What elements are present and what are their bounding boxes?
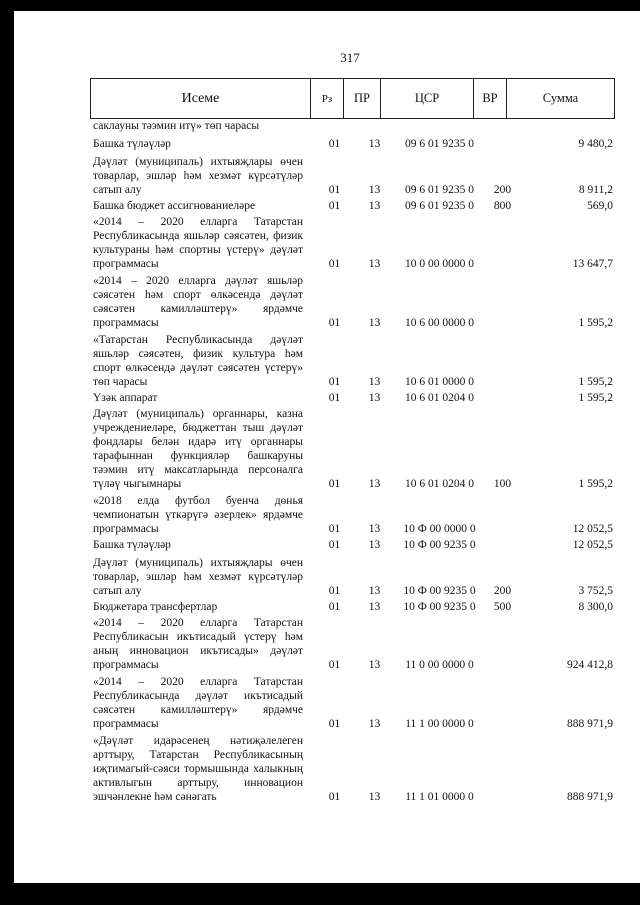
- row-csr: 10 6 01 0204 0: [405, 478, 474, 490]
- table-row: [90, 538, 615, 552]
- row-sum: 888 971,9: [567, 718, 613, 730]
- table-row: [90, 494, 615, 536]
- row-rz: 01: [328, 523, 341, 535]
- row-pr: 13: [368, 478, 381, 490]
- row-sum: 9 480,2: [578, 138, 613, 150]
- row-name: «2014 – 2020 елларга дәүләт яшьләр сәясәтен һәм спорт өлкәсендә дәүләт сәясәтен камилләштерү» ярдәмче программасы: [93, 275, 303, 329]
- row-pr: 13: [368, 539, 381, 551]
- row-pr: 13: [368, 523, 381, 535]
- row-csr: 09 6 01 9235 0: [405, 138, 474, 150]
- row-rz: 01: [328, 184, 341, 196]
- row-csr: 11 0 00 0000 0: [405, 659, 474, 671]
- row-pr: 13: [368, 258, 381, 270]
- row-name: «2014 – 2020 елларга Татарстан Республикасын икътисадый үстерү һәм аның инновацион икътисады» дәүләт программасы: [93, 617, 303, 671]
- header-csr: ЦСР: [381, 79, 474, 118]
- row-rz: 01: [328, 539, 341, 551]
- row-sum: 13 647,7: [572, 258, 613, 270]
- row-pr: 13: [368, 585, 381, 597]
- row-pr: 13: [368, 659, 381, 671]
- row-csr: 10 Ф 00 0000 0: [403, 523, 476, 535]
- header-rz: Рз: [311, 79, 344, 118]
- row-rz: 01: [328, 478, 341, 490]
- row-csr: 09 6 01 9235 0: [405, 184, 474, 196]
- row-sum: 1 595,2: [578, 376, 613, 388]
- row-name: «Татарстан Республикасында дәүләт яшьләр сәясәтен, физик культура һәм спорт өлкәсендә дәүләт сәясәтен үстерү» төп чарасы: [93, 334, 303, 388]
- row-vr: 100: [493, 478, 512, 490]
- row-pr: 13: [368, 392, 381, 404]
- header-sum: Сумма: [542, 91, 579, 105]
- row-name: Башка түләүләр: [93, 138, 171, 150]
- row-csr: 10 0 00 0000 0: [405, 258, 474, 270]
- table-row: [90, 274, 615, 330]
- row-pr: 13: [368, 601, 381, 613]
- row-rz: 01: [328, 392, 341, 404]
- row-rz: 01: [328, 376, 341, 388]
- page-number: 317: [340, 50, 360, 65]
- row-sum: 569,0: [587, 200, 613, 212]
- row-sum: 12 052,5: [572, 539, 613, 551]
- row-name: «Дәүләт идарәсенең нәтиҗәлелеген арттыру, Татарстан Республикасының иҗтимагый-сәяси тормышында халыкның активлыгын арттыру, инновацион эшчәнлекне һәм сәнәгать: [93, 735, 303, 803]
- row-name: «2014 – 2020 елларга Татарстан Республикасында дәүләт икътисадый сәясәтен камилләштерү» ярдәмче программасы: [93, 676, 303, 730]
- header-name: Исеме: [91, 79, 311, 118]
- row-vr: 800: [493, 200, 512, 212]
- row-pr: 13: [368, 317, 381, 329]
- row-csr: 10 6 01 0000 0: [405, 376, 474, 388]
- row-pr: 13: [368, 138, 381, 150]
- row-pr: 13: [368, 718, 381, 730]
- row-sum: 1 595,2: [578, 392, 613, 404]
- table-row: [90, 333, 615, 389]
- row-rz: 01: [328, 138, 341, 150]
- row-csr: 11 1 01 0000 0: [405, 791, 474, 803]
- table-body: [90, 119, 615, 804]
- row-name: саклауны тәэмин итү» төп чарасы: [93, 120, 260, 132]
- table-row: [90, 391, 615, 405]
- table-row: [90, 600, 615, 614]
- row-csr: 10 Ф 00 9235 0: [403, 585, 476, 597]
- row-rz: 01: [328, 258, 341, 270]
- table-row: [90, 215, 615, 271]
- row-vr: 500: [493, 601, 512, 613]
- row-csr: 10 6 01 0204 0: [405, 392, 474, 404]
- scan-border-left: [0, 0, 14, 905]
- row-rz: 01: [328, 200, 341, 212]
- table-row: [90, 556, 615, 598]
- row-pr: 13: [368, 200, 381, 212]
- row-rz: 01: [328, 585, 341, 597]
- row-sum: 12 052,5: [572, 523, 613, 535]
- scan-border-top: [0, 0, 640, 11]
- row-vr: 200: [493, 585, 512, 597]
- row-name: Дәүләт (муниципаль) органнары, казна учреждениеләре, бюджеттан тыш дәүләт фондлары белән идарә итү органнары тарафыннан функцияләр башкаруны тәэмин итү максатларында персоналга түләү чыгымнары: [93, 408, 303, 490]
- table-row: [90, 137, 615, 151]
- row-sum: 1 595,2: [578, 317, 613, 329]
- row-rz: 01: [328, 659, 341, 671]
- row-rz: 01: [328, 791, 341, 803]
- row-sum: 8 911,2: [578, 184, 613, 196]
- table-row: [90, 155, 615, 197]
- row-name: «2014 – 2020 елларга Татарстан Республикасында яшьләр сәясәтен, физик культураны һәм спортны үстерү» дәүләт программасы: [93, 216, 303, 270]
- row-sum: 8 300,0: [578, 601, 613, 613]
- header-vr: ВР: [474, 79, 507, 118]
- row-name: Бюджетара трансфертлар: [93, 601, 218, 613]
- row-name: «2018 елда футбол буенча дөнья чемпионатын үткәрүгә әзерлек» ярдәмче программасы: [93, 495, 303, 535]
- row-csr: 09 6 01 9235 0: [405, 200, 474, 212]
- table-header: [90, 78, 615, 119]
- row-csr: 10 Ф 00 9235 0: [403, 601, 476, 613]
- row-sum: 1 595,2: [578, 478, 613, 490]
- table-row: [90, 119, 615, 133]
- row-pr: 13: [368, 184, 381, 196]
- row-csr: 10 6 00 0000 0: [405, 317, 474, 329]
- row-pr: 13: [368, 376, 381, 388]
- row-name: Башка бюджет ассигнованиеләре: [93, 200, 256, 212]
- row-pr: 13: [368, 791, 381, 803]
- row-name: Үзәк аппарат: [93, 392, 158, 404]
- scan-border-bottom: [0, 883, 640, 905]
- header-pr: ПР: [344, 79, 381, 118]
- row-name: Дәүләт (муниципаль) ихтыяҗлары өчен товарлар, эшләр һәм хезмәт күрсәтүләр сатып алу: [93, 156, 303, 196]
- row-csr: 10 Ф 00 9235 0: [403, 539, 476, 551]
- row-sum: 924 412,8: [567, 659, 613, 671]
- table-row: [90, 616, 615, 672]
- row-rz: 01: [328, 718, 341, 730]
- row-sum: 888 971,9: [567, 791, 613, 803]
- row-rz: 01: [328, 317, 341, 329]
- table-row: [90, 407, 615, 491]
- table-row: [90, 675, 615, 731]
- row-csr: 11 1 00 0000 0: [405, 718, 474, 730]
- row-name: Дәүләт (муниципаль) ихтыяҗлары өчен товарлар, эшләр һәм хезмәт күрсәтүләр сатып алу: [93, 557, 303, 597]
- row-rz: 01: [328, 601, 341, 613]
- row-vr: 200: [493, 184, 512, 196]
- row-sum: 3 752,5: [578, 585, 613, 597]
- table-row: [90, 734, 615, 804]
- table-row: [90, 199, 615, 213]
- row-name: Башка түләүләр: [93, 539, 171, 551]
